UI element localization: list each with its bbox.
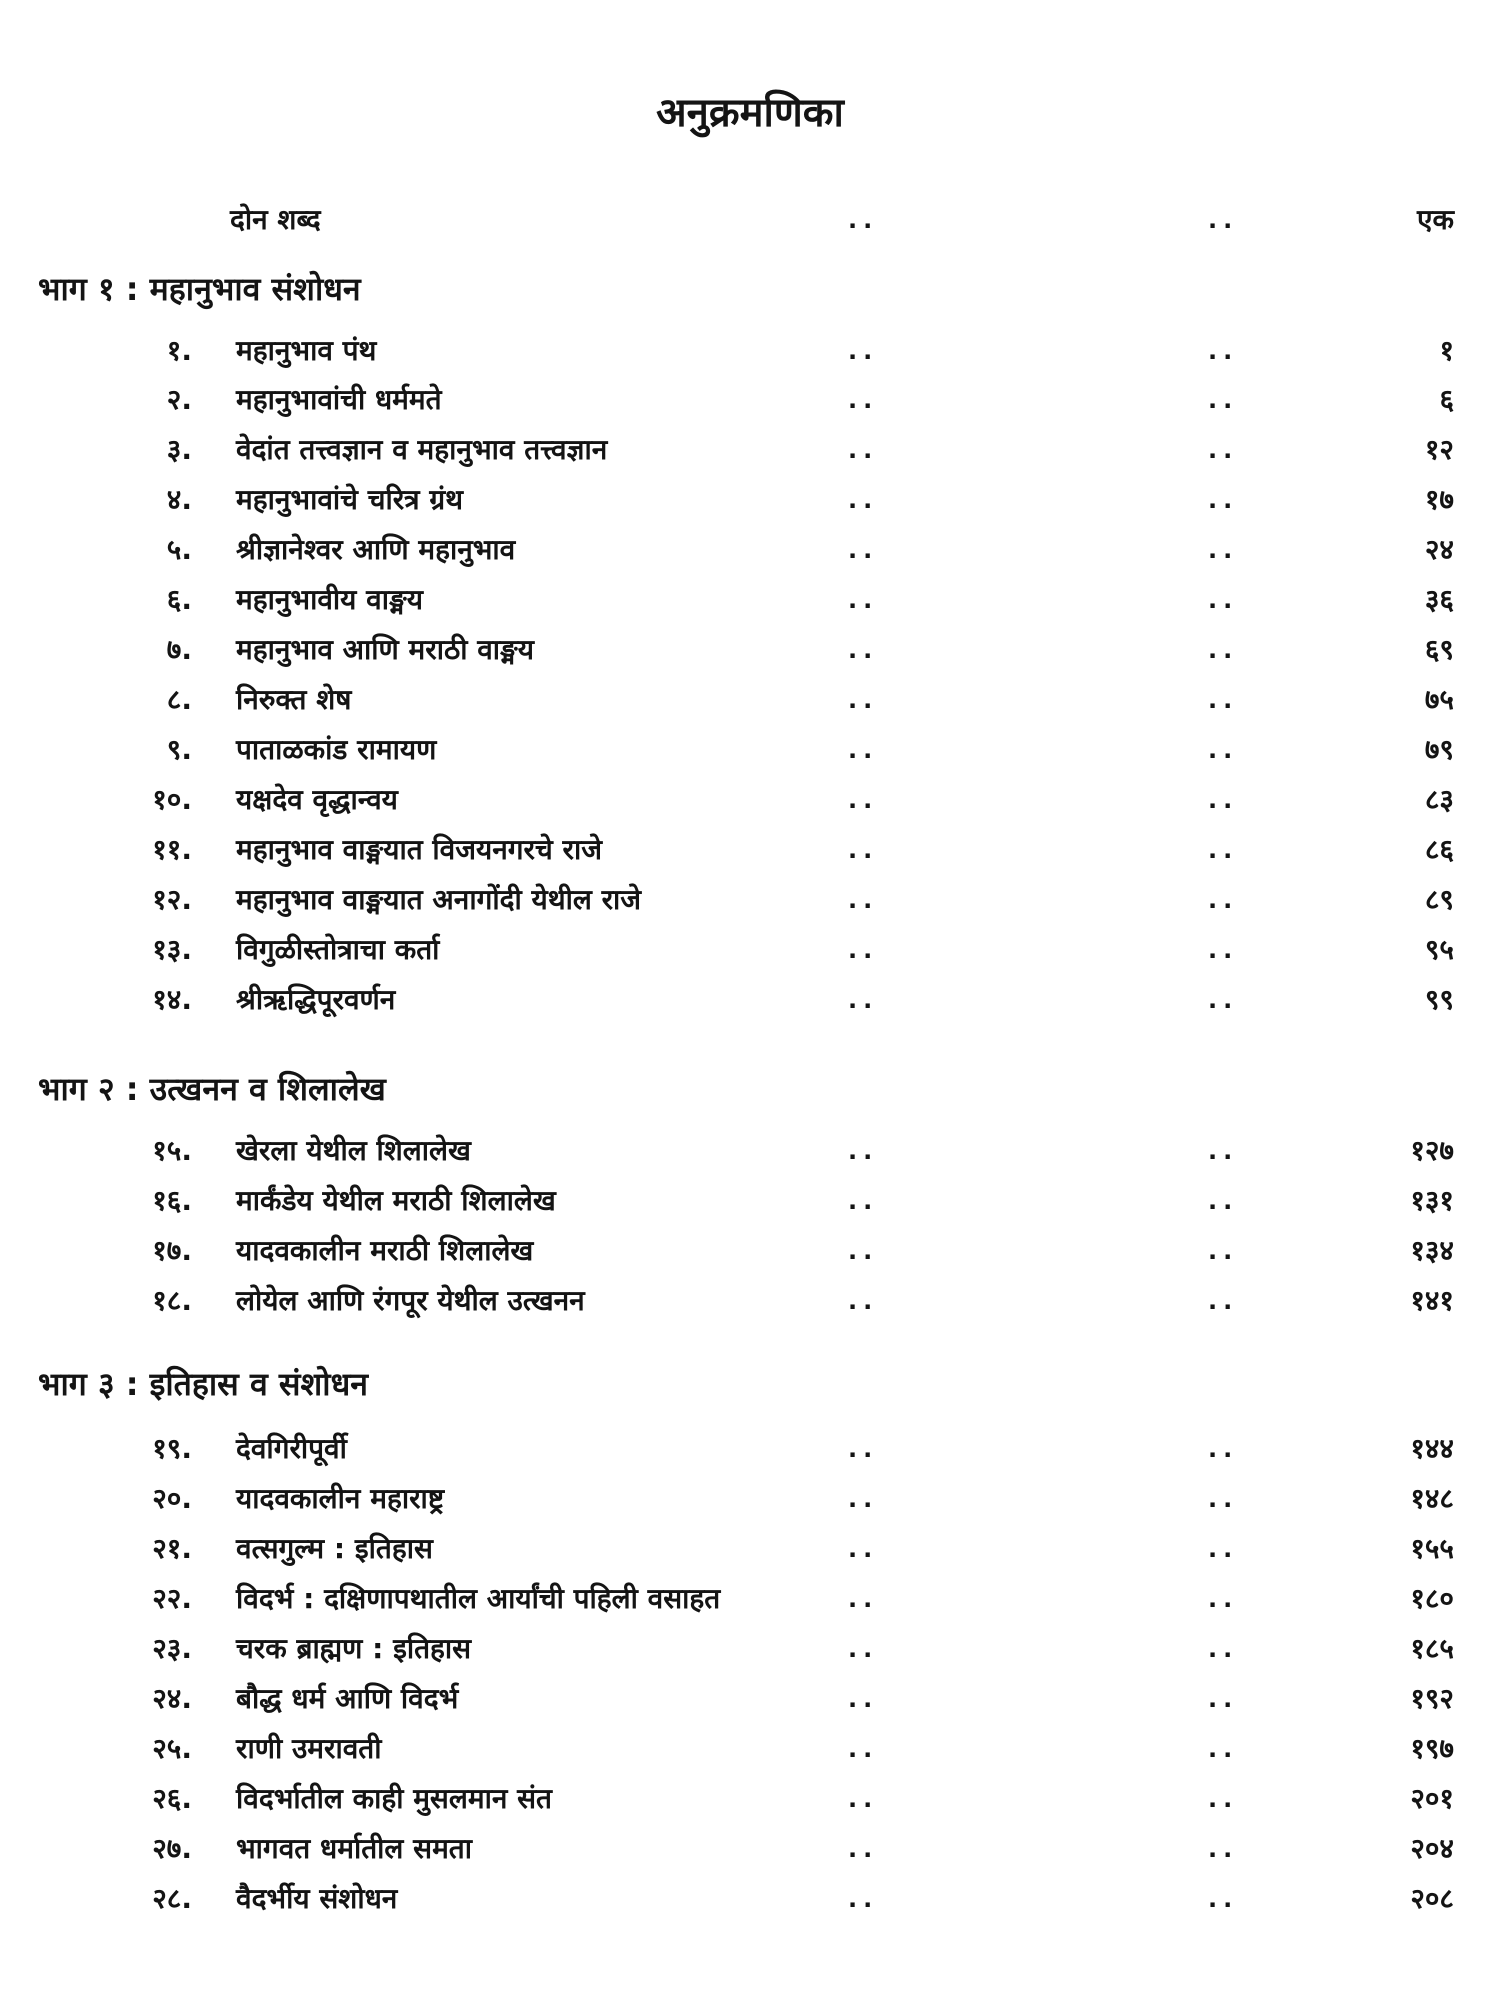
toc-entry-number: २७. [152,1832,192,1865]
leader-dots: .. [848,386,879,414]
toc-entry-title: बौद्ध धर्म आणि विदर्भ [236,1682,459,1715]
toc-entry-page: १९२ [1410,1682,1454,1715]
leader-dots: .. [1208,486,1239,514]
toc-row [0,530,1500,570]
leader-dots: .. [1208,386,1239,414]
toc-entry-number: ७. [166,633,192,666]
leader-dots: .. [1208,736,1239,764]
leader-dots: .. [1208,886,1239,914]
toc-row [0,1579,1500,1619]
leader-dots: .. [1208,1137,1239,1165]
toc-entry-title: खेरला येथील शिलालेख [236,1134,471,1167]
leader-dots: .. [1208,936,1239,964]
toc-entry-title: पाताळकांड रामायण [236,733,437,766]
leader-dots: .. [848,936,879,964]
toc-row [0,1729,1500,1769]
toc-row [0,1679,1500,1719]
leader-dots: .. [848,1237,879,1265]
part-heading-3: भाग ३ : इतिहास व संशोधन [38,1365,369,1403]
leader-dots: .. [1208,786,1239,814]
toc-entry-page: ९५ [1424,933,1454,966]
leader-dots: .. [1208,636,1239,664]
toc-entry-number: १८. [152,1284,192,1317]
toc-entry-page: २४ [1424,533,1454,566]
toc-entry-page: २०१ [1410,1782,1454,1815]
leader-dots: .. [848,536,879,564]
toc-entry-number: २८. [152,1882,192,1915]
toc-entry-title: महानुभाव आणि मराठी वाङ्मय [236,633,535,666]
leader-dots: .. [848,1137,879,1165]
toc-row [0,780,1500,820]
toc-entry-title: महानुभाव वाङ्मयात विजयनगरचे राजे [236,833,603,866]
leader-dots: .. [848,1885,879,1913]
toc-entry-page: १७ [1424,483,1454,516]
toc-row [0,680,1500,720]
toc-entry-page: १४४ [1410,1432,1454,1465]
leader-dots: .. [848,986,879,1014]
toc-entry-page: १४८ [1410,1482,1454,1515]
toc-entry-title: राणी उमरावती [236,1732,382,1765]
toc-entry-number: ९. [166,733,192,766]
toc-entry-number: ३. [166,433,192,466]
leader-dots: .. [848,436,879,464]
toc-entry-number: २६. [152,1782,192,1815]
toc-entry-number: ६. [166,583,192,616]
leader-dots: .. [1208,586,1239,614]
toc-entry-title: महानुभावांची धर्ममते [236,383,442,416]
leader-dots: .. [1208,1187,1239,1215]
leader-dots: .. [1208,1485,1239,1513]
toc-entry-page: १ [1439,334,1454,367]
toc-entry-number: ८. [166,683,192,716]
toc-entry-number: १३. [152,933,192,966]
toc-entry-page: ८९ [1424,883,1454,916]
toc-entry-title: श्रीऋद्धिपूरवर्णन [236,983,396,1016]
leader-dots: .. [848,836,879,864]
leader-dots: .. [1208,1435,1239,1463]
toc-row [0,1131,1500,1171]
toc-entry-page: ६ [1439,383,1454,416]
part-heading-2: भाग २ : उत्खनन व शिलालेख [38,1070,386,1108]
toc-entry-page: ७५ [1424,683,1454,716]
toc-entry-page: १९७ [1410,1732,1454,1765]
toc-entry-number: १४. [152,983,192,1016]
toc-entry-page: १८० [1410,1582,1454,1615]
leader-dots: .. [848,586,879,614]
toc-entry-number: २४. [152,1682,192,1715]
toc-entry-number: २३. [152,1632,192,1665]
leader-dots: .. [848,1485,879,1513]
toc-entry-page: ७९ [1424,733,1454,766]
toc-entry-title: लोयेल आणि रंगपूर येथील उत्खनन [236,1284,585,1317]
toc-entry-title: निरुक्त शेष [236,683,352,716]
toc-entry-title: विदर्भ : दक्षिणापथातील आर्यांची पहिली वसाहत [236,1582,721,1615]
leader-dots: .. [1208,1237,1239,1265]
toc-entry-page: ६९ [1424,633,1454,666]
toc-entry-title: यक्षदेव वृद्धान्वय [236,783,398,816]
leader-dots: .. [848,636,879,664]
toc-row [0,1529,1500,1569]
toc-entry-page: १८५ [1410,1632,1454,1665]
toc-entry-title: चरक ब्राह्मण : इतिहास [236,1632,472,1665]
toc-entry-title: महानुभाव वाङ्मयात अनागोंदी येथील राजे [236,883,642,916]
toc-entry-title: विदर्भातील काही मुसलमान संत [236,1782,553,1815]
toc-entry-title: यादवकालीन मराठी शिलालेख [236,1234,534,1267]
leader-dots: .. [1208,1535,1239,1563]
toc-entry-title: वैदर्भीय संशोधन [236,1882,398,1915]
toc-row [0,380,1500,420]
toc-row [0,331,1500,371]
toc-row [0,630,1500,670]
leader-dots: .. [848,1735,879,1763]
page-title: अनुक्रमणिका [656,90,844,136]
toc-entry-title: यादवकालीन महाराष्ट्र [236,1482,445,1515]
toc-entry-page: १२ [1424,433,1454,466]
toc-entry-title: महानुभाव पंथ [236,334,377,367]
toc-row [0,830,1500,870]
toc-row-preface [0,200,1500,240]
toc-entry-number: २०. [152,1482,192,1515]
leader-dots: .. [1208,206,1239,234]
toc-entry-number: १७. [152,1234,192,1267]
toc-entry-number: १२. [152,883,192,916]
leader-dots: .. [1208,686,1239,714]
leader-dots: .. [848,1635,879,1663]
leader-dots: .. [1208,436,1239,464]
toc-entry-title: विगुळीस्तोत्राचा कर्ता [236,933,440,966]
toc-entry-page: १५५ [1410,1532,1454,1565]
toc-entry-number: ११. [152,833,192,866]
leader-dots: .. [848,1187,879,1215]
toc-entry-number: १०. [152,783,192,816]
toc-entry-page: ८६ [1424,833,1454,866]
toc-entry-page: ९९ [1424,983,1454,1016]
leader-dots: .. [1208,1635,1239,1663]
toc-row [0,880,1500,920]
leader-dots: .. [1208,337,1239,365]
leader-dots: .. [1208,1785,1239,1813]
toc-row [0,1479,1500,1519]
toc-entry-number: २२. [152,1582,192,1615]
toc-entry-number: १. [166,334,192,367]
leader-dots: .. [848,1535,879,1563]
toc-entry-title: भागवत धर्मातील समता [236,1832,473,1865]
toc-row [0,480,1500,520]
toc-entry-number: २. [166,383,192,416]
toc-row [0,1181,1500,1221]
leader-dots: .. [848,736,879,764]
leader-dots: .. [848,1435,879,1463]
toc-row [0,430,1500,470]
toc-entry-page: ८३ [1424,783,1454,816]
toc-row [0,1281,1500,1321]
toc-entry-title: महानुभावीय वाङ्मय [236,583,423,616]
toc-entry-title: वत्सगुल्म : इतिहास [236,1532,433,1565]
leader-dots: .. [1208,836,1239,864]
toc-row [0,980,1500,1020]
toc-entry-page: १३४ [1410,1234,1454,1267]
toc-entry-page: १४१ [1410,1284,1454,1317]
leader-dots: .. [1208,1287,1239,1315]
leader-dots: .. [848,486,879,514]
toc-row [0,1231,1500,1271]
toc-row [0,1879,1500,1919]
toc-entry-number: १६. [152,1184,192,1217]
leader-dots: .. [848,686,879,714]
toc-entry-page: १२७ [1410,1134,1454,1167]
leader-dots: .. [1208,1585,1239,1613]
toc-row [0,580,1500,620]
leader-dots: .. [1208,1685,1239,1713]
leader-dots: .. [1208,1835,1239,1863]
leader-dots: .. [848,886,879,914]
toc-entry-page: १३१ [1410,1184,1454,1217]
toc-row [0,1429,1500,1469]
leader-dots: .. [848,786,879,814]
toc-entry-title: श्रीज्ञानेश्वर आणि महानुभाव [236,533,516,566]
toc-entry-page: २०८ [1410,1882,1454,1915]
toc-row [0,930,1500,970]
toc-entry-title: दोन शब्द [230,203,321,236]
leader-dots: .. [848,337,879,365]
toc-entry-number: ४. [166,483,192,516]
toc-entry-title: देवगिरीपूर्वी [236,1432,347,1465]
leader-dots: .. [1208,1735,1239,1763]
leader-dots: .. [848,1685,879,1713]
leader-dots: .. [848,1287,879,1315]
toc-row [0,1779,1500,1819]
leader-dots: .. [1208,536,1239,564]
toc-entry-number: ५. [166,533,192,566]
leader-dots: .. [848,1835,879,1863]
leader-dots: .. [848,1585,879,1613]
toc-entry-number: १५. [152,1134,192,1167]
toc-row [0,1629,1500,1669]
toc-entry-number: २१. [152,1532,192,1565]
toc-entry-page: एक [1417,203,1454,236]
leader-dots: .. [1208,1885,1239,1913]
toc-row [0,1829,1500,1869]
toc-entry-title: वेदांत तत्त्वज्ञान व महानुभाव तत्त्वज्ञान [236,433,608,466]
toc-entry-number: २५. [152,1732,192,1765]
leader-dots: .. [1208,986,1239,1014]
toc-entry-number: १९. [152,1432,192,1465]
toc-entry-title: मार्कंडेय येथील मराठी शिलालेख [236,1184,556,1217]
toc-entry-title: महानुभावांचे चरित्र ग्रंथ [236,483,464,516]
toc-row [0,730,1500,770]
leader-dots: .. [848,1785,879,1813]
leader-dots: .. [848,206,879,234]
toc-entry-page: ३६ [1424,583,1454,616]
toc-entry-page: २०४ [1410,1832,1454,1865]
part-heading-1: भाग १ : महानुभाव संशोधन [38,270,361,308]
